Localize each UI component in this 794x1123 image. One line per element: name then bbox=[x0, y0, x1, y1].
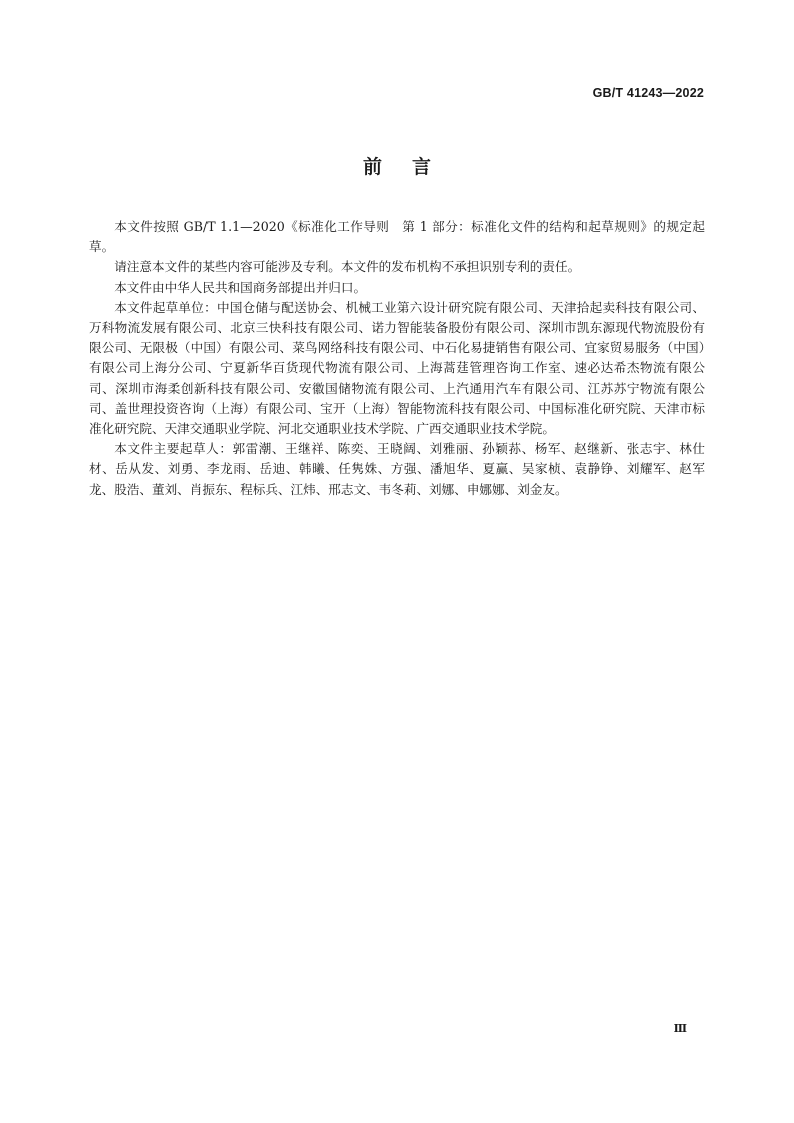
standard-code: GB/T 41243—2022 bbox=[592, 86, 704, 100]
paragraph-drafting-units: 本文件起草单位：中国仓储与配送协会、机械工业第六设计研究院有限公司、天津拾起卖科技有限公司、万科物流发展有限公司、北京三快科技有限公司、诺力智能装备股份有限公司、深圳市凯东源现代物流股份有限公司、无限极（中国）有限公司、菜鸟网络科技有限公司、中石化易捷销售有限公司、宜家贸易服务（中国）有限公司上海分公司、宁夏新华百货现代物流有限公司、上海蒿莛管理咨询工作室、速必达希杰物流有限公司、深圳市海柔创新科技有限公司、安徽国储物流有限公司、上汽通用汽车有限公司、江苏苏宁物流有限公司、盖世理投资咨询（上海）有限公司、宝开（上海）智能物流科技有限公司、中国标准化研究院、天津市标准化研究院、天津交通职业学院、河北交通职业技术学院、广西交通职业技术学院。 bbox=[89, 299, 705, 437]
page-title: 前言 bbox=[362, 156, 461, 178]
paragraph-proposer: 本文件由中华人民共和国商务部提出并归口。 bbox=[114, 279, 367, 295]
page-number: Ⅲ bbox=[673, 1022, 687, 1035]
document-body bbox=[89, 217, 705, 500]
paragraph-drafting-rules: 本文件按照 GB/T 1.1—2020《标准化工作导则 第 1 部分：标准化文件的结构和起草规则》的规定起草。 bbox=[89, 219, 705, 255]
paragraph-patent-notice: 请注意本文件的某些内容可能涉及专利。本文件的发布机构不承担识别专利的责任。 bbox=[114, 259, 581, 275]
paragraph-drafters: 本文件主要起草人：郭雷潮、王继祥、陈奕、王晓阔、刘雅丽、孙颖荪、杨军、赵继新、张志宇、林仕材、岳从发、刘勇、李龙雨、岳迪、韩曦、任隽姝、方强、潘旭华、夏赢、吴家桢、袁静铮、刘耀军、赵军龙、股浩、董刘、肖振东、程标兵、江炜、邢志文、韦冬莉、刘娜、申娜娜、刘金友。 bbox=[89, 441, 705, 497]
